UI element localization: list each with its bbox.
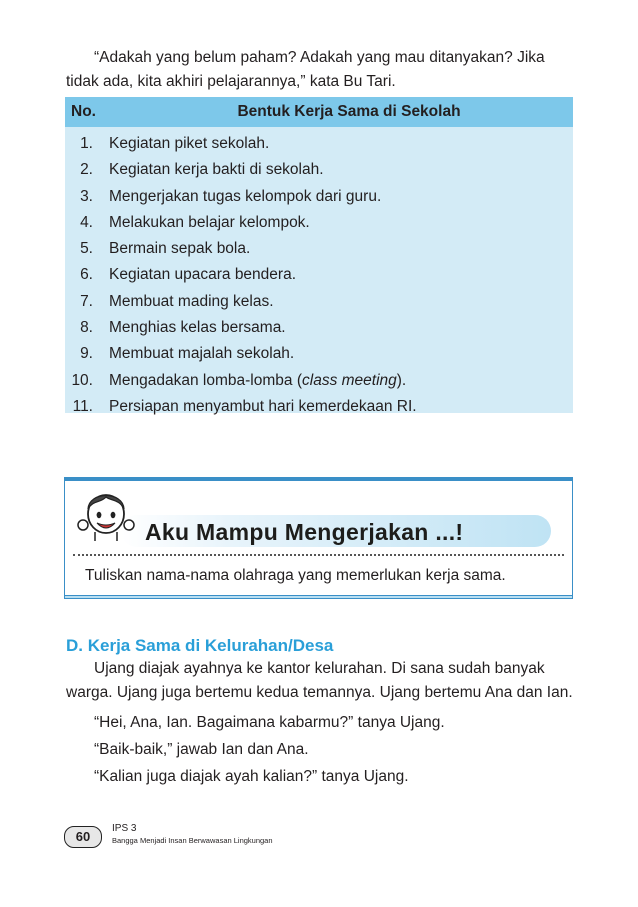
dotted-divider bbox=[73, 554, 564, 556]
row-text: Membuat majalah sekolah. bbox=[109, 345, 295, 363]
row-number: 10. bbox=[71, 371, 93, 389]
footer-book-title: Bangga Menjadi Insan Berwawasan Lingkungan bbox=[112, 836, 273, 845]
row-text: Menghias kelas bersama. bbox=[109, 319, 286, 337]
row-number: 6. bbox=[80, 266, 93, 284]
table-row bbox=[65, 133, 573, 159]
story-paragraph: Ujang diajak ayahnya ke kantor kelurahan. Di sana sudah banyak warga. Ujang juga bertemu kedua temannya. Ujang bertemu Ana dan Ian. bbox=[66, 660, 573, 701]
story-paragraph: “Kalian juga diajak ayah kalian?” tanya Ujang. bbox=[94, 768, 409, 785]
row-text: Kegiatan upacara bendera. bbox=[109, 266, 297, 284]
story-paragraph: “Hei, Ana, Ian. Bagaimana kabarmu?” tanya Ujang. bbox=[94, 714, 445, 731]
row-number: 9. bbox=[80, 345, 93, 363]
row-number: 5. bbox=[80, 240, 93, 258]
row-number: 8. bbox=[80, 319, 93, 337]
row-text-part: Mengadakan lomba-lomba ( bbox=[109, 371, 302, 389]
table-row bbox=[65, 238, 573, 264]
row-number: 3. bbox=[80, 187, 93, 205]
row-number: 11. bbox=[72, 397, 93, 415]
intro-paragraph bbox=[66, 46, 574, 94]
row-text: Kegiatan kerja bakti di sekolah. bbox=[109, 161, 324, 179]
row-number: 7. bbox=[80, 292, 93, 310]
cooperation-table bbox=[65, 97, 573, 413]
table-body bbox=[65, 127, 573, 422]
row-text-part: ). bbox=[396, 371, 407, 389]
row-text: Membuat mading kelas. bbox=[109, 292, 274, 310]
row-number: 4. bbox=[80, 213, 93, 231]
row-text: Bermain sepak bola. bbox=[109, 240, 251, 258]
table-row bbox=[65, 396, 573, 422]
table-row bbox=[65, 159, 573, 185]
exercise-title: Aku Mampu Mengerjakan ...! bbox=[145, 519, 464, 545]
row-text: Mengerjakan tugas kelompok dari guru. bbox=[109, 187, 382, 205]
story-text bbox=[66, 657, 574, 789]
table-row bbox=[65, 370, 573, 396]
table-row bbox=[65, 317, 573, 343]
table-row bbox=[65, 212, 573, 238]
intro-text: “Adakah yang belum paham? Adakah yang mau ditanyakan? Jika tidak ada, kita akhiri pelajarannya,” kata Bu Tari. bbox=[66, 49, 545, 90]
table-row bbox=[65, 291, 573, 317]
table-row bbox=[65, 186, 573, 212]
exercise-instruction: Tuliskan nama-nama olahraga yang memerlukan kerja sama. bbox=[85, 567, 506, 584]
footer-subject: IPS 3 bbox=[112, 823, 137, 834]
row-text bbox=[109, 372, 406, 390]
row-text: Persiapan menyambut hari kemerdekaan RI. bbox=[109, 397, 417, 415]
table-row bbox=[65, 343, 573, 369]
row-text: Melakukan belajar kelompok. bbox=[109, 213, 310, 231]
table-header-no: No. bbox=[71, 103, 96, 120]
exercise-box bbox=[64, 477, 573, 599]
row-number: 1. bbox=[80, 135, 93, 152]
row-text: Kegiatan piket sekolah. bbox=[109, 135, 270, 152]
row-text-italic: class meeting bbox=[302, 371, 397, 389]
child-face-icon bbox=[75, 487, 137, 543]
page-number: 60 bbox=[64, 826, 102, 848]
table-header-title: Bentuk Kerja Sama di Sekolah bbox=[237, 103, 461, 120]
table-header bbox=[65, 97, 573, 127]
table-row bbox=[65, 264, 573, 290]
story-paragraph: “Baik-baik,” jawab Ian dan Ana. bbox=[94, 741, 309, 758]
section-heading: D. Kerja Sama di Kelurahan/Desa bbox=[66, 636, 334, 655]
row-number: 2. bbox=[80, 161, 93, 179]
